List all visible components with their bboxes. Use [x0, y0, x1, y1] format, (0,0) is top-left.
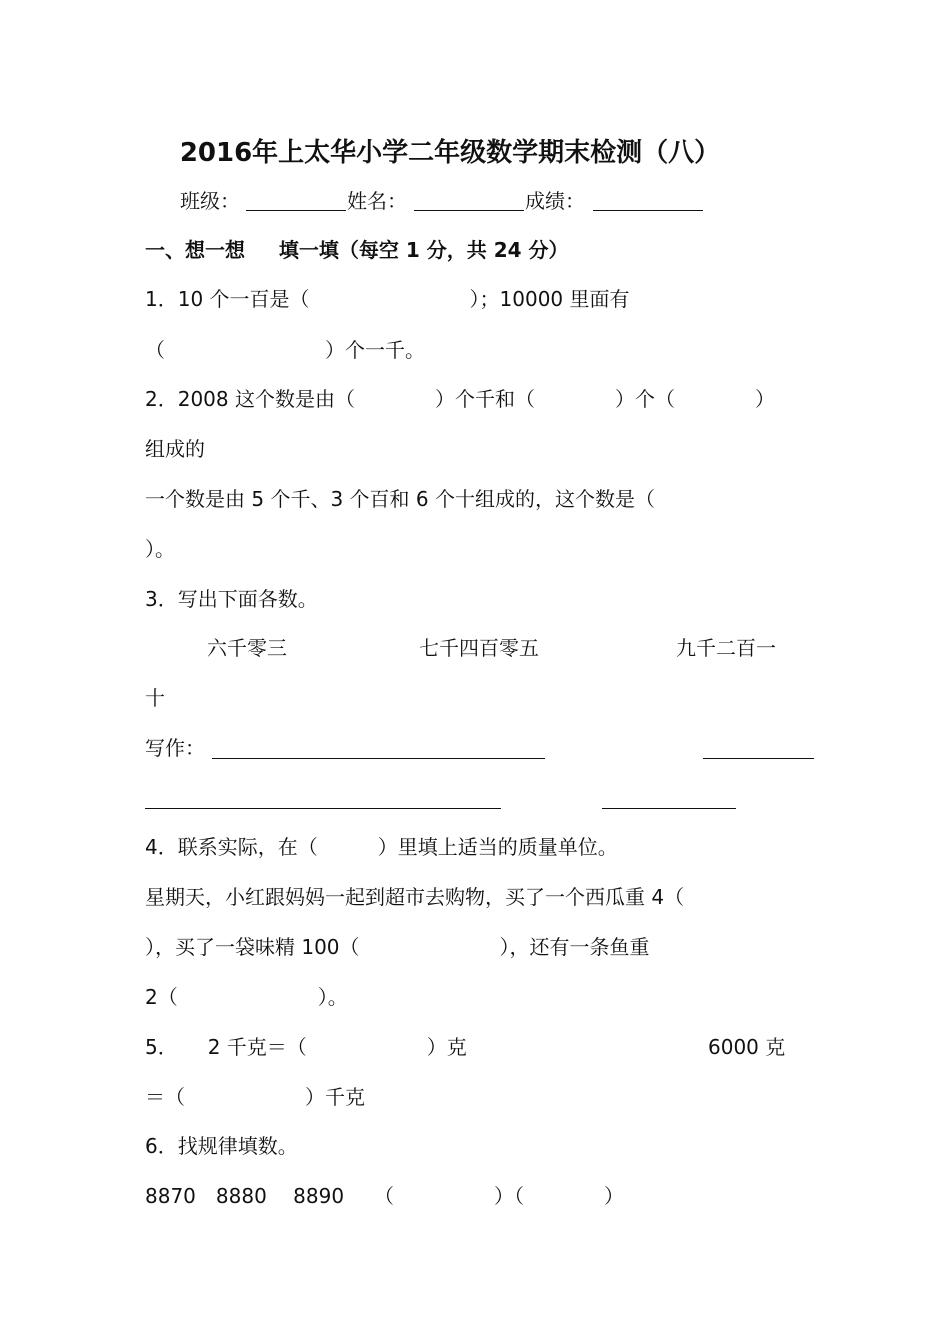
q5-line-a: 5． 2 千克＝（ ）克: [145, 1035, 467, 1059]
q5-line-b: 6000 克: [708, 1035, 786, 1059]
q3-heading: 3．写出下面各数。: [145, 587, 318, 611]
score-label: 成绩：: [525, 189, 585, 213]
section-heading: 一、想一想 填一填（每空 1 分，共 24 分）: [145, 238, 569, 262]
q3-answer-blank-2[interactable]: [703, 758, 814, 759]
q4-line-c: 2（ ）。: [145, 985, 348, 1009]
q2-line-a: 2．2008 这个数是由（ ）个千和（ ）个（ ）: [145, 387, 775, 411]
q3-item-1: 六千零三: [207, 636, 287, 660]
class-blank[interactable]: [246, 210, 346, 211]
q6-heading: 6．找规律填数。: [145, 1134, 298, 1158]
q3-write-label: 写作：: [145, 736, 205, 760]
page-title: 2016年上太华小学二年级数学期末检测（八）: [179, 138, 721, 168]
class-label: 班级：: [180, 189, 240, 213]
q3-answer-blank-1[interactable]: [212, 758, 545, 759]
name-label: 姓名：: [347, 189, 407, 213]
q4-heading: 4．联系实际，在（ ）里填上适当的质量单位。: [145, 835, 618, 859]
q1-line-a: 1．10 个一百是（ ）；10000 里面有: [145, 287, 630, 311]
name-blank[interactable]: [414, 210, 524, 211]
q4-line-a: 星期天，小红跟妈妈一起到超市去购物，买了一个西瓜重 4（: [145, 885, 685, 909]
q3-item-3: 九千二百一: [676, 636, 776, 660]
q2-line-d: ）。: [145, 537, 175, 561]
score-blank[interactable]: [593, 210, 703, 211]
q3-answer-blank-3[interactable]: [145, 808, 501, 809]
q1-line-b: （ ）个一千。: [145, 338, 425, 362]
q5-line-c: ＝（ ）千克: [145, 1085, 365, 1109]
q3-answer-blank-4[interactable]: [602, 808, 736, 809]
q4-line-b: ），买了一袋味精 100（ ），还有一条鱼重: [145, 935, 650, 959]
q2-line-b: 组成的: [145, 437, 205, 461]
q3-item-3-wrap: 十: [145, 686, 165, 710]
q2-line-c: 一个数是由 5 个千、3 个百和 6 个十组成的，这个数是（: [145, 487, 655, 511]
q6-sequence: 8870 8880 8890 （ ）（ ）: [145, 1184, 625, 1208]
q3-item-2: 七千四百零五: [419, 636, 539, 660]
